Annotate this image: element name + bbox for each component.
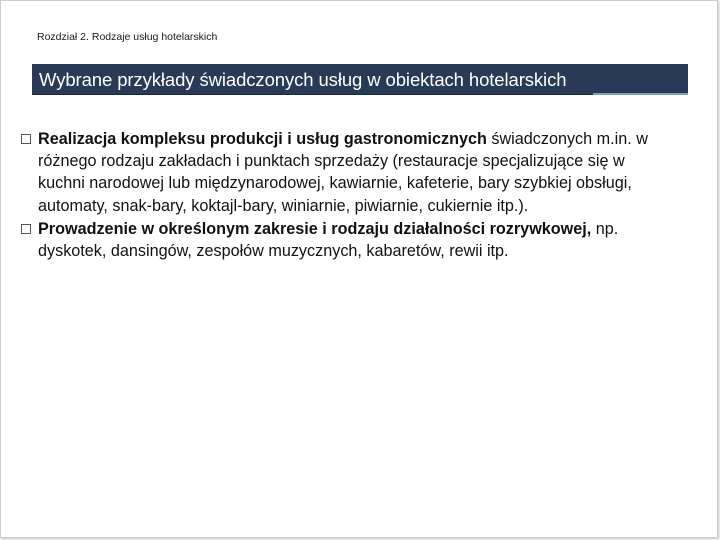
square-bullet-icon: [21, 134, 31, 144]
chapter-label: Rozdział 2. Rodzaje usług hotelarskich: [37, 31, 218, 43]
bullet-item-gastronomy: [21, 128, 671, 217]
bullet-text: np. dyskotek, dansingów, zespołów muzycznych, kabaretów, rewii itp.: [38, 219, 619, 261]
bullet-list: [21, 128, 671, 263]
bullet-bold-text: Prowadzenie w określonym zakresie i rodzaju działalności rozrywkowej,: [38, 219, 592, 238]
bullet-item-entertainment: [21, 218, 671, 262]
square-bullet-icon: [21, 224, 31, 234]
title-bar-bottom-edge: [32, 94, 688, 95]
title-accent-line: [593, 93, 688, 95]
title-bar: [32, 64, 688, 95]
bullet-text: świadczonych m.in. w różnego rodzaju zakładach i punktach sprzedaży (restauracje specjalizujące się w kuchni narodowej lub międzynarodowej, kawiarnie, kafeterie, bary szybkiej obsługi, automaty, snak-bary, koktajl-bary, winiarnie, piwiarnie, cukiernie itp.).: [38, 130, 648, 215]
slide-title: Wybrane przykłady świadczonych usług w obiektach hotelarskich: [39, 69, 567, 90]
bullet-bold-text: Realizacja kompleksu produkcji i usług gastronomicznych: [38, 130, 487, 148]
